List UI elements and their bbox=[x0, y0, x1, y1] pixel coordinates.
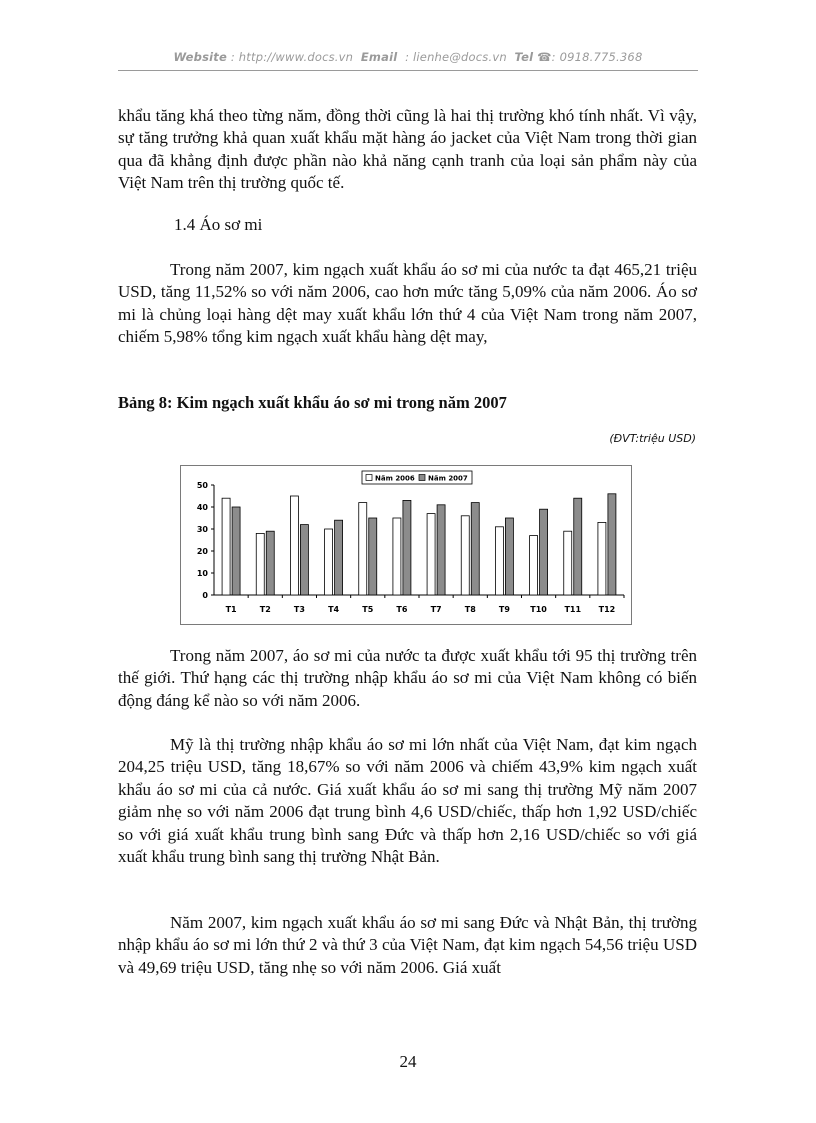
paragraph-markets: Trong năm 2007, áo sơ mi của nước ta được xuất khẩu tới 95 thị trường trên thế giới. Thứ hạng các thị trường nhập khẩu áo sơ mi của Việt Nam không có biến động đáng kể nào so với năm 2006. bbox=[118, 646, 697, 710]
bar-2007 bbox=[335, 520, 343, 595]
x-tick-label: T7 bbox=[430, 605, 442, 614]
paragraph-jacket-conclusion: khẩu tăng khá theo từng năm, đồng thời cũng là hai thị trường khó tính nhất. Vì vậy, sự tăng trưởng khả quan xuất khẩu mặt hàng áo jacket của Việt Nam trong thời gian qua đã khẳng định được phần nào khả năng cạnh tranh của loại sản phẩm này của Việt Nam trên thị trường quốc tế. bbox=[118, 106, 697, 193]
x-tick-label: T2 bbox=[259, 605, 271, 614]
bar-2007 bbox=[300, 525, 308, 595]
x-tick-label: T1 bbox=[225, 605, 237, 614]
bar-2007 bbox=[540, 509, 548, 595]
bar-2006 bbox=[427, 514, 435, 595]
bar-2007 bbox=[608, 494, 616, 595]
bar-2006 bbox=[495, 527, 503, 595]
bar-2006 bbox=[325, 529, 333, 595]
bar-2007 bbox=[369, 518, 377, 595]
page-number: 24 bbox=[399, 1052, 417, 1071]
page-header bbox=[118, 50, 698, 64]
y-tick-label: 10 bbox=[196, 569, 208, 578]
bar-2006 bbox=[530, 536, 538, 595]
tel-label: Tel bbox=[514, 50, 534, 64]
email-value: : lienhe@docs.vn bbox=[405, 50, 507, 64]
legend-swatch bbox=[419, 475, 425, 481]
x-tick-label: T10 bbox=[530, 605, 547, 614]
chart-svg bbox=[180, 465, 632, 625]
email-label: Email bbox=[360, 50, 398, 64]
paragraph-germany-japan: Năm 2007, kim ngạch xuất khẩu áo sơ mi sang Đức và Nhật Bản, thị trường nhập khẩu áo sơ mi lớn thứ 2 và thứ 3 của Việt Nam, đạt kim ngạch 54,56 triệu USD và 49,69 triệu USD, tăng nhẹ so với năm 2006. Giá xuất bbox=[118, 913, 697, 977]
x-tick-label: T9 bbox=[498, 605, 510, 614]
legend-label: Năm 2006 bbox=[375, 474, 415, 483]
bar-2006 bbox=[359, 503, 367, 595]
paragraph-usa-market: Mỹ là thị trường nhập khẩu áo sơ mi lớn nhất của Việt Nam, đạt kim ngạch 204,25 triệu USD, tăng 18,67% so với năm 2006 và chiếm 43,9% kim ngạch xuất khẩu áo sơ mi của cả nước. Giá xuất khẩu áo sơ mi sang thị trường Mỹ năm 2007 giảm nhẹ so với năm 2006 đạt trung bình 4,6 USD/chiếc, thấp hơn 1,92 USD/chiếc so với giá xuất khẩu trung bình sang Đức và thấp hơn 2,16 USD/chiếc so với giá xuất khẩu trung bình sang thị trường Nhật Bản. bbox=[118, 735, 697, 867]
x-tick-label: T12 bbox=[598, 605, 616, 614]
phone-icon: ☎ bbox=[537, 50, 552, 64]
x-tick-label: T11 bbox=[564, 605, 582, 614]
x-tick-label: T3 bbox=[293, 605, 305, 614]
bar-2006 bbox=[393, 518, 401, 595]
header-divider bbox=[118, 70, 698, 71]
bar-2006 bbox=[256, 533, 264, 595]
bar-2007 bbox=[471, 503, 479, 595]
section-heading: 1.4 Áo sơ mi bbox=[174, 215, 263, 234]
bar-2007 bbox=[403, 500, 411, 595]
y-tick-label: 50 bbox=[196, 481, 208, 490]
y-tick-label: 30 bbox=[196, 525, 208, 534]
bar-2006 bbox=[564, 531, 572, 595]
unit-note: (ĐVT:triệu USD) bbox=[609, 432, 696, 445]
x-tick-label: T8 bbox=[464, 605, 476, 614]
paragraph-shirt-overview: Trong năm 2007, kim ngạch xuất khẩu áo sơ mi của nước ta đạt 465,21 triệu USD, tăng 11,52% so với năm 2006, cao hơn mức tăng 5,09% của năm 2006. Áo sơ mi là chủng loại hàng dệt may xuất khẩu lớn thứ 4 của Việt Nam trong năm 2007, chiếm 5,98% tổng kim ngạch xuất khẩu hàng dệt may, bbox=[118, 260, 697, 347]
x-tick-label: T4 bbox=[328, 605, 340, 614]
bar-2007 bbox=[505, 518, 513, 595]
bar-2007 bbox=[266, 531, 274, 595]
export-bar-chart bbox=[180, 465, 632, 625]
bar-2007 bbox=[574, 498, 582, 595]
tel-value: : 0918.775.368 bbox=[551, 50, 643, 64]
bar-2006 bbox=[290, 496, 298, 595]
legend-label: Năm 2007 bbox=[428, 474, 468, 483]
bar-2006 bbox=[461, 516, 469, 595]
y-tick-label: 0 bbox=[202, 591, 208, 600]
bar-2006 bbox=[222, 498, 230, 595]
y-tick-label: 40 bbox=[196, 503, 208, 512]
table-title: Bảng 8: Kim ngạch xuất khẩu áo sơ mi trong năm 2007 bbox=[118, 393, 507, 412]
bar-2007 bbox=[232, 507, 240, 595]
bar-2007 bbox=[437, 505, 445, 595]
x-tick-label: T6 bbox=[396, 605, 408, 614]
x-tick-label: T5 bbox=[362, 605, 374, 614]
website-label: Website bbox=[173, 50, 227, 64]
website-value: : http://www.docs.vn bbox=[230, 50, 354, 64]
bar-2006 bbox=[598, 522, 606, 595]
legend-swatch bbox=[366, 475, 372, 481]
y-tick-label: 20 bbox=[196, 547, 208, 556]
